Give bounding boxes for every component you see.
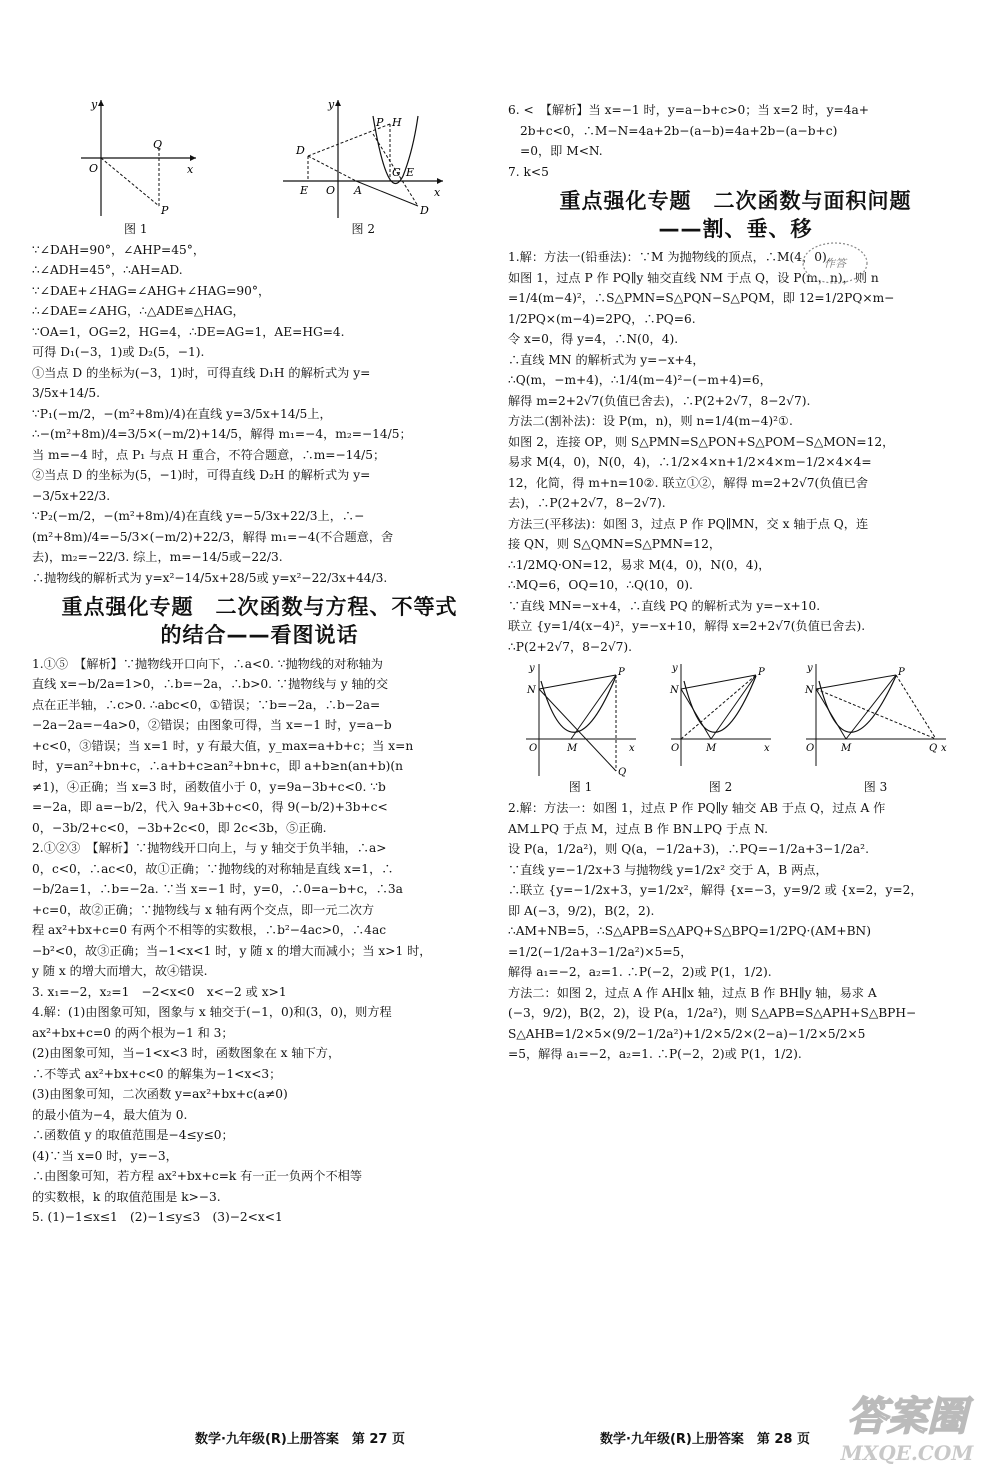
text-line: 6. < 【解析】当 x=−1 时，y=a−b+c>0；当 x=2 时，y=4a+ bbox=[508, 103, 869, 117]
text-line: 2.解：方法一：如图 1，过点 P 作 PQ∥y 轴交 AB 于点 Q，过点 A 作 bbox=[508, 801, 886, 816]
answer-line: 1.①⑤ 【解析】∵抛物线开口向下，∴a<0. ∵抛物线的对称轴为 bbox=[32, 656, 383, 671]
fig2-h-label: H bbox=[392, 116, 402, 129]
area-figure-2 bbox=[666, 661, 776, 796]
fig1-p-label: P bbox=[160, 204, 169, 217]
right-figures bbox=[508, 661, 963, 796]
fig-y-label: y bbox=[528, 663, 535, 675]
right-top-answers bbox=[508, 100, 963, 182]
area-figure-1-caption: 图 1 bbox=[568, 780, 593, 795]
text-line: 方法二：如图 2，过点 A 作 AH∥x 轴，过点 B 作 BH∥y 轴，易求 A bbox=[508, 985, 877, 1000]
text-line: −3/5x+22/3. bbox=[32, 488, 111, 503]
text-line: ∵P₂(−m/2，−(m²+8m)/4)在直线 y=−5/3x+22/3上，∴− bbox=[32, 509, 365, 524]
fig-p-label: P bbox=[617, 667, 625, 679]
text-line: 1/2PQ×(m−4)=2PQ，∴PQ=6. bbox=[508, 311, 696, 326]
fig-p-label: P bbox=[757, 667, 765, 679]
fig-x-label: x bbox=[940, 743, 947, 755]
text-line: 当 m=−4 时，点 P₁ 与点 H 重合，不符合题意，∴m=−14/5； bbox=[32, 447, 386, 462]
answers-list bbox=[32, 654, 487, 1228]
answer-line: −b²<0，故③正确；当−1<x<1 时，y 随 x 的增大而减小；当 x>1 时， bbox=[32, 943, 432, 958]
right-column bbox=[508, 0, 963, 1471]
answer-line: (3)由图象可知，二次函数 y=ax²+bx+c(a≠0) bbox=[32, 1087, 288, 1102]
text-line: (−3，9/2)，B(2，2)，设 P(a，1/2a²)，则 S△APB=S△APH+S△BPH− bbox=[508, 1006, 917, 1021]
text-line: 12，化简，得 m+n=10②. 联立①②，解得 m=2+2√7(负值已舍 bbox=[508, 475, 869, 490]
answer-line: 时，y=an²+bn+c，∴a+b+c≥an²+bn+c，即 a+b≥n(an+b)(n bbox=[32, 759, 404, 774]
answer-line: ∴由图象可知，若方程 ax²+bx+c=k 有一正一负两个不相等 bbox=[32, 1169, 363, 1184]
figure-2 bbox=[278, 96, 448, 238]
area-figure-3-graph bbox=[801, 661, 951, 779]
answer-line: 0，c<0，∴ac<0，故①正确；∵抛物线的对称轴是直线 x=1，∴ bbox=[32, 861, 394, 876]
answer-line: 点在正半轴，∴c>0. ∴abc<0，①错误；∵b=−2a，∴b−2a= bbox=[32, 697, 381, 712]
text-line: ∵P₁(−m/2，−(m²+8m)/4)在直线 y=3/5x+14/5上， bbox=[32, 406, 332, 421]
text-line: ①当点 D 的坐标为(−3，1)时，可得直线 D₁H 的解析式为 y= bbox=[32, 365, 371, 380]
area-figure-3 bbox=[801, 661, 951, 796]
text-line: 3/5x+14/5. bbox=[32, 386, 100, 401]
solution-2 bbox=[508, 798, 963, 1065]
text-line: =1/2(−1/2a+3−1/2a²)×5=5， bbox=[508, 944, 693, 959]
text-line: 2b+c<0，∴M−N=4a+2b−(a−b)=4a+2b−(a−b+c) bbox=[520, 123, 838, 138]
text-line: =5，解得 a₁=−2，a₂=1. ∴P(−2，2)或 P(1，1/2). bbox=[508, 1047, 802, 1062]
fig-o-label: O bbox=[670, 743, 679, 755]
section-title-line: 重点强化专题 二次函数与方程、不等式 bbox=[61, 595, 458, 620]
page-footer-left: 数学·九年级(R)上册答案 第 27 页 bbox=[195, 1432, 405, 1447]
section-title-line: 的结合——看图说话 bbox=[160, 623, 359, 648]
intro-solution bbox=[32, 240, 487, 589]
text-line: 1.解：方法一(铅垂法)：∵M 为抛物线的顶点，∴M(4，0). bbox=[508, 250, 831, 265]
answer-line: 5. (1)−1≤x≤1 (2)−1≤y≤3 (3)−2<x<1 bbox=[32, 1210, 283, 1225]
fig2-d2-label: D bbox=[420, 204, 430, 217]
fig-n-label: N bbox=[669, 685, 679, 697]
fig2-p1-label: P bbox=[376, 116, 384, 129]
text-line: 联立 {y=1/4(x−4)²，y=−x+10，解得 x=2+2√7(负值已舍去). bbox=[508, 619, 866, 634]
text-line: AM⊥PQ 于点 M，过点 B 作 BN⊥PQ 于点 N. bbox=[508, 821, 769, 836]
text-line: 去)，m₂=−22/3. 综上，m=−14/5或−22/3. bbox=[32, 550, 283, 565]
figure-1 bbox=[71, 96, 201, 238]
fig1-y-label: y bbox=[90, 98, 97, 111]
fig-y-label: y bbox=[806, 663, 813, 675]
text-line: ∴联立 {y=−1/2x+3，y=1/2x²，解得 {x=−3，y=9/2 或 {x=2，y=2， bbox=[508, 883, 923, 898]
fig-p-label: P bbox=[897, 667, 905, 679]
answer-line: −b/2a=1，∴b=−2a. ∵当 x=−1 时，y=0，∴0=a−b+c，∴3a bbox=[32, 882, 403, 897]
text-line: (m²+8m)/4=−5/3×(−m/2)+22/3，解得 m₁=−4(不合题意，舍 bbox=[32, 529, 394, 544]
fig-m-label: M bbox=[705, 743, 716, 755]
fig-x-label: x bbox=[763, 743, 770, 755]
answer-line: 2.①②③ 【解析】∵抛物线开口向上，与 y 轴交于负半轴，∴a> bbox=[32, 841, 387, 856]
text-line: 解得 a₁=−2，a₂=1. ∴P(−2，2)或 P(1，1/2). bbox=[508, 965, 772, 980]
text-line: 可得 D₁(−3，1)或 D₂(5，−1). bbox=[32, 345, 205, 360]
text-line: ∴Q(m，−m+4)，∴1/4(m−4)²−(−m+4)=6， bbox=[508, 373, 772, 388]
answer-line: ∴不等式 ax²+bx+c<0 的解集为−1<x<3； bbox=[32, 1066, 282, 1081]
figure-2-graph bbox=[278, 96, 448, 221]
text-line: 如图 2，连接 OP，则 S△PMN=S△PON+S△POM−S△MON=12， bbox=[508, 434, 895, 449]
text-line: ∴∠DAE=∠AHG，∴△ADE≌△HAG， bbox=[32, 304, 245, 319]
text-line: ∴AM+NB=5，∴S△APB=S△APQ+S△BPQ=1/2PQ·(AM+BN) bbox=[508, 924, 871, 939]
watermark-logo bbox=[820, 1378, 995, 1468]
fig2-y-label: y bbox=[328, 98, 335, 111]
text-line: ∵直线 y=−1/2x+3 与抛物线 y=1/2x² 交于 A，B 两点， bbox=[508, 862, 828, 877]
text-line: ∵OA=1，OG=2，HG=4，∴DE=AG=1，AE=HG=4. bbox=[32, 324, 345, 339]
section-title-line: ——割、垂、移 bbox=[658, 216, 813, 241]
figure-1-caption: 图 1 bbox=[124, 222, 148, 236]
fig1-q-label: Q bbox=[152, 138, 162, 151]
section-title-line: 重点强化专题 二次函数与面积问题 bbox=[559, 189, 912, 213]
area-figure-2-caption: 图 2 bbox=[708, 780, 733, 795]
fig-x-label: x bbox=[628, 743, 635, 755]
fig-o-label: O bbox=[528, 743, 537, 755]
answer-line: ax²+bx+c=0 的两个根为−1 和 3； bbox=[32, 1025, 234, 1040]
fig-q-label: Q bbox=[617, 767, 626, 779]
fig2-x-label: x bbox=[434, 186, 441, 199]
text-line: 去)，∴P(2+2√7，8−2√7). bbox=[508, 496, 666, 511]
text-line: ∵直线 MN=−x+4，∴直线 PQ 的解析式为 y=−x+10. bbox=[508, 598, 821, 613]
text-line: 解得 m=2+2√7(负值已舍去)，∴P(2+2√7，8−2√7). bbox=[508, 393, 811, 408]
fig-m-label: M bbox=[840, 743, 851, 755]
text-line: S△AHB=1/2×5×(9/2−1/2a²)+1/2×5/2×(2−a)−1/2×5/2×5 bbox=[508, 1026, 866, 1041]
text-line: 方法三(平移法)：如图 3，过点 P 作 PQ∥MN，交 x 轴于点 Q，连 bbox=[508, 516, 869, 531]
stamp-text: 作答 bbox=[824, 257, 846, 270]
area-figure-2-graph bbox=[666, 661, 776, 779]
text-line: ∴∠ADH=45°，∴AH=AD. bbox=[32, 263, 183, 278]
text-line: ∴1/2MQ·ON=12，易求 M(4，0)，N(0，4)， bbox=[508, 557, 771, 572]
text-line: 即 A(−3，9/2)，B(2，2). bbox=[508, 903, 655, 918]
answer-line: ∴函数值 y 的取值范围是−4≤y≤0； bbox=[32, 1128, 234, 1143]
answer-line: (2)由图象可知，当−1<x<3 时，函数图象在 x 轴下方， bbox=[32, 1046, 341, 1061]
section-title-right bbox=[508, 188, 963, 243]
answer-line: (4)∵当 x=0 时，y=−3， bbox=[32, 1148, 178, 1163]
text-line: 7. k<5 bbox=[508, 164, 549, 179]
text-line: ∴抛物线的解析式为 y=x²−14/5x+28/5或 y=x²−22/3x+44/3. bbox=[32, 570, 388, 585]
fig-y-label: y bbox=[671, 663, 678, 675]
text-line: 方法二(割补法)：设 P(m，n)，则 n=1/4(m−4)²①. bbox=[508, 414, 793, 429]
fig2-g-label: G bbox=[392, 166, 402, 179]
text-line: ∴−(m²+8m)/4=3/5×(−m/2)+14/5，解得 m₁=−4，m₂=−14/5； bbox=[32, 427, 412, 442]
solution-1 bbox=[508, 247, 963, 657]
answer-line: 的最小值为−4，最大值为 0. bbox=[32, 1107, 188, 1122]
fig2-d1-label: D bbox=[296, 144, 306, 157]
answer-line: 4.解：(1)由图象可知，图象与 x 轴交于(−1，0)和(3，0)，则方程 bbox=[32, 1005, 392, 1020]
answer-line: 3. x₁=−2，x₂=1 −2<x<0 x<−2 或 x>1 bbox=[32, 984, 287, 999]
fig2-o-label: O bbox=[326, 184, 336, 197]
figure-1-graph bbox=[71, 96, 201, 221]
area-figure-1 bbox=[521, 661, 641, 796]
fig-n-label: N bbox=[804, 685, 814, 697]
text-line: ∴MQ=6，OQ=10，∴Q(10，0). bbox=[508, 578, 693, 593]
answer-line: +c=0，故②正确；∵抛物线与 x 轴有两个交点，即一元二次方 bbox=[32, 902, 375, 917]
text-line: 如图 1，过点 P 作 PQ∥y 轴交直线 NM 于点 Q，设 P(m，n)，则 n bbox=[508, 270, 879, 285]
fig-m-label: M bbox=[566, 743, 577, 755]
answer-line: 直线 x=−b/2a=1>0，∴b=−2a，∴b>0. ∵抛物线与 y 轴的交 bbox=[32, 677, 389, 692]
text-line: =0，即 M<N. bbox=[520, 144, 603, 158]
left-column bbox=[32, 0, 487, 1471]
text-line: =1/4(m−4)²，∴S△PMN=S△PQN−S△PQM，即 12=1/2PQ×m− bbox=[508, 291, 895, 306]
answer-line: 0，−3b/2+c<0，−3b+2c<0，即 2c<3b，⑤正确. bbox=[32, 820, 327, 835]
left-figures bbox=[32, 96, 487, 238]
answer-line: 程 ax²+bx+c=0 有两个不相等的实数根，∴b²−4ac>0，∴4ac bbox=[32, 923, 387, 938]
text-line: 易求 M(4，0)，N(0，4)，∴1/2×4×n+1/2×4×m−1/2×4×4= bbox=[508, 455, 872, 470]
watermark-main: 答案圈 bbox=[847, 1393, 967, 1440]
section-title-left bbox=[32, 594, 487, 649]
text-line: ②当点 D 的坐标为(5，−1)时，可得直线 D₂H 的解析式为 y= bbox=[32, 468, 371, 483]
area-figure-3-caption: 图 3 bbox=[863, 780, 888, 795]
text-line: 设 P(a，1/2a²)，则 Q(a，−1/2a+3)，∴PQ=−1/2a+3−1/2a². bbox=[508, 842, 869, 857]
text-line: 令 x=0，得 y=4，∴N(0，4). bbox=[508, 332, 679, 347]
text-line: ∴P(2+2√7，8−2√7). bbox=[508, 639, 633, 654]
answer-line: y 随 x 的增大而增大，故④错误. bbox=[32, 964, 208, 979]
fig2-e2-label: E bbox=[406, 166, 415, 179]
fig2-a-label: A bbox=[354, 184, 363, 197]
fig2-e1-label: E bbox=[300, 184, 309, 197]
text-line: ∴直线 MN 的解析式为 y=−x+4， bbox=[508, 352, 705, 367]
text-line: 接 QN，则 S△QMN=S△PMN=12， bbox=[508, 537, 722, 552]
stamp bbox=[800, 238, 870, 288]
text-line: ∵∠DAE+∠HAG=∠AHG+∠HAG=90°， bbox=[32, 283, 271, 298]
fig-q-label: Q bbox=[928, 743, 937, 755]
page-footer-right: 数学·九年级(R)上册答案 第 28 页 bbox=[600, 1432, 810, 1447]
answer-line: +c<0，③错误；当 x=1 时，y 有最大值，y_max=a+b+c；当 x=n bbox=[32, 738, 414, 753]
watermark-url: MXQE.COM bbox=[840, 1441, 974, 1465]
answer-line: −2a−2a=−4a>0，②错误；由图象可得，当 x=−1 时，y=a−b bbox=[32, 718, 392, 733]
answer-line: ≠1)，④正确；当 x=3 时，函数值小于 0，y=9a−3b+c<0. ∵b bbox=[32, 779, 386, 794]
text-line: ∵∠DAH=90°，∠AHP=45°， bbox=[32, 242, 206, 257]
answer-line: 的实数根，k 的取值范围是 k>−3. bbox=[32, 1189, 221, 1204]
fig-o-label: O bbox=[805, 743, 814, 755]
fig-n-label: N bbox=[526, 685, 536, 697]
answer-line: =−2a，即 a=−b/2，代入 9a+3b+c<0，得 9(−b/2)+3b+c< bbox=[32, 800, 388, 815]
figure-2-caption: 图 2 bbox=[351, 222, 375, 236]
fig1-o-label: O bbox=[88, 162, 98, 175]
area-figure-1-graph bbox=[521, 661, 641, 779]
fig1-x-label: x bbox=[186, 163, 193, 176]
